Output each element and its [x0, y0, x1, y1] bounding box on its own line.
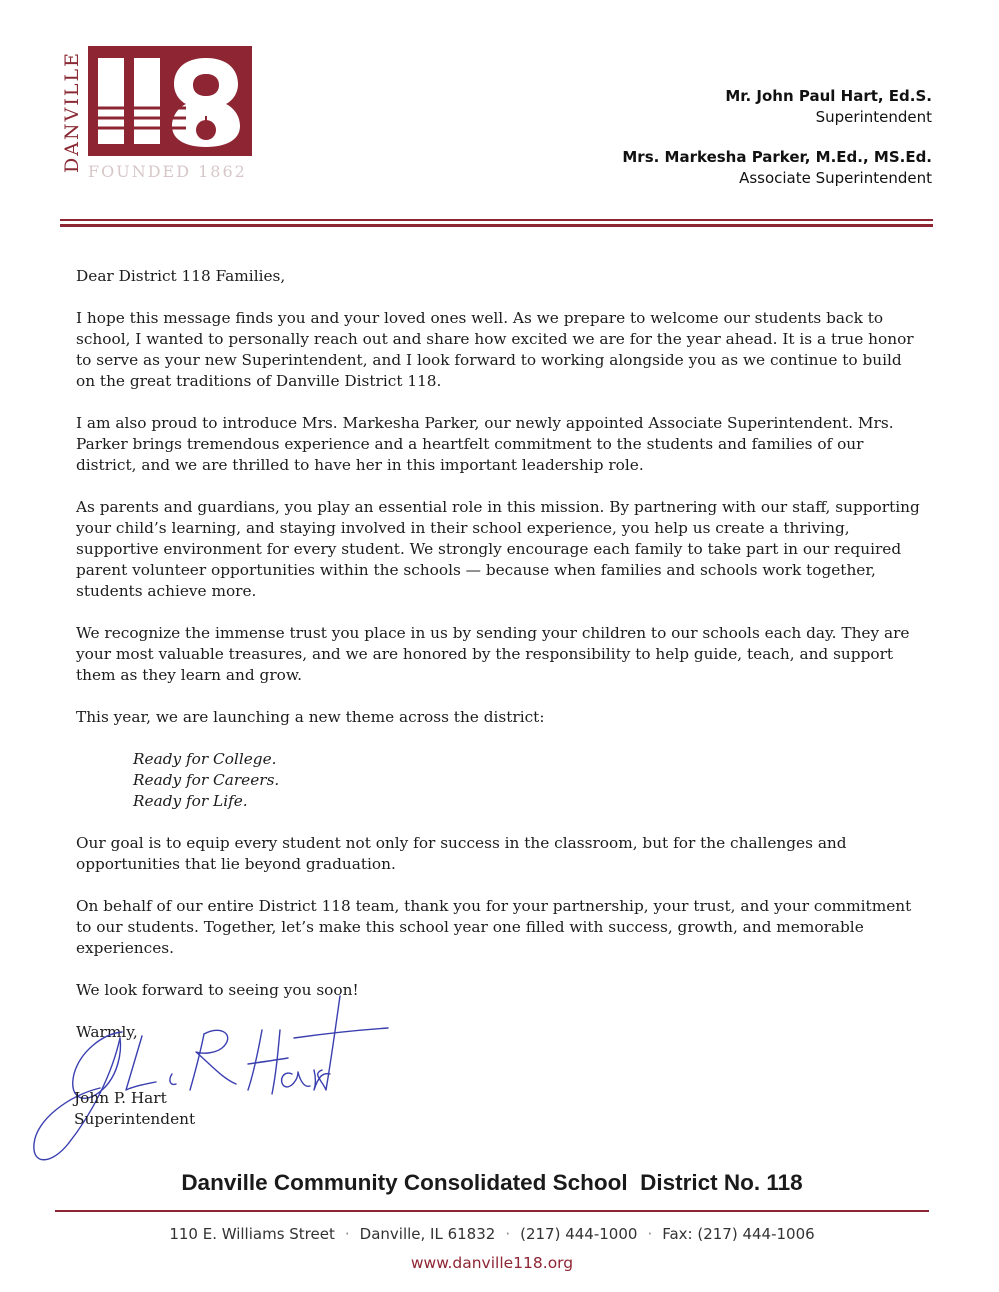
header-rule-thin [60, 219, 933, 221]
theme-line: Ready for Careers. [133, 771, 280, 789]
paragraph: Our goal is to equip every student not only for success in the classroom, but for the challenges and opportunities that lie beyond graduation. [76, 834, 847, 873]
district-name: Danville Community Consolidated School District No. 118 [181, 1170, 803, 1195]
official-name: Mr. John Paul Hart, Ed.S. [725, 87, 932, 105]
district-logo [58, 44, 258, 184]
official-name: Mrs. Markesha Parker, M.Ed., MS.Ed. [622, 148, 932, 166]
officials-block [622, 86, 932, 189]
handwritten-signature [22, 994, 402, 1174]
paragraph: On behalf of our entire District 118 team, thank you for your partnership, your trust, and your commitment to our students. Together, let’s make this school year one filled with success, growth, and memorable experiences. [76, 897, 912, 957]
address-line: 110 E. Williams Street · Danville, IL 61832 · (217) 444-1000 · Fax: (217) 444-1006 [169, 1225, 815, 1243]
street-address: 110 E. Williams Street [169, 1225, 335, 1243]
logo-vertical-text: DANVILLE [61, 51, 84, 173]
paragraph: We look forward to seeing you soon! [76, 981, 359, 999]
paragraph: As parents and guardians, you play an essential role in this mission. By partnering with our staff, supporting your child’s learning, and staying involved in their school experience, you help us create a thriving, supportive environment for every student. We strongly encourage each family to take part in our required parent volunteer opportunities within the schools — because when families and schools work together, students achieve more. [76, 498, 920, 600]
website-link[interactable]: www.danville118.org [410, 1254, 574, 1272]
phone-number: (217) 444-1000 [520, 1225, 638, 1243]
theme-list [133, 749, 924, 812]
signer-title: Superintendent [74, 1110, 196, 1128]
signer-block [74, 1088, 195, 1130]
theme-line: Ready for Life. [133, 792, 248, 810]
paragraph: I am also proud to introduce Mrs. Markesha Parker, our newly appointed Associate Superintendent. Mrs. Parker brings tremendous experience and a heartfelt commitment to the students and families of our district, and we are thrilled to have her in this important leadership role. [76, 414, 894, 474]
theme-line: Ready for College. [133, 750, 277, 768]
logo-118-mark [88, 46, 252, 156]
paragraph: This year, we are launching a new theme across the district: [76, 708, 545, 726]
footer-rule [55, 1210, 929, 1212]
official-title: Superintendent [815, 108, 932, 126]
salutation: Dear District 118 Families, [76, 267, 286, 285]
fax-number: Fax: (217) 444-1006 [662, 1225, 815, 1243]
logo-founded-text: FOUNDED 1862 [88, 162, 247, 181]
signer-name: John P. Hart [74, 1089, 167, 1107]
paragraph: We recognize the immense trust you place in us by sending your children to our schools each day. They are your most valuable treasures, and we are honored by the responsibility to help guide, teach, and support them as they learn and grow. [76, 624, 910, 684]
closing: Warmly, [76, 1023, 138, 1041]
official-title: Associate Superintendent [739, 169, 932, 187]
header-rule-thick [60, 224, 933, 227]
paragraph: I hope this message finds you and your loved ones well. As we prepare to welcome our students back to school, I wanted to personally reach out and share how excited we are for the year ahead. It is a true honor to serve as your new Superintendent, and I look forward to working alongside you as we continue to build on the great traditions of Danville District 118. [76, 309, 914, 390]
letter-body [76, 266, 924, 1064]
city-state: Danville, IL 61832 [359, 1225, 496, 1243]
